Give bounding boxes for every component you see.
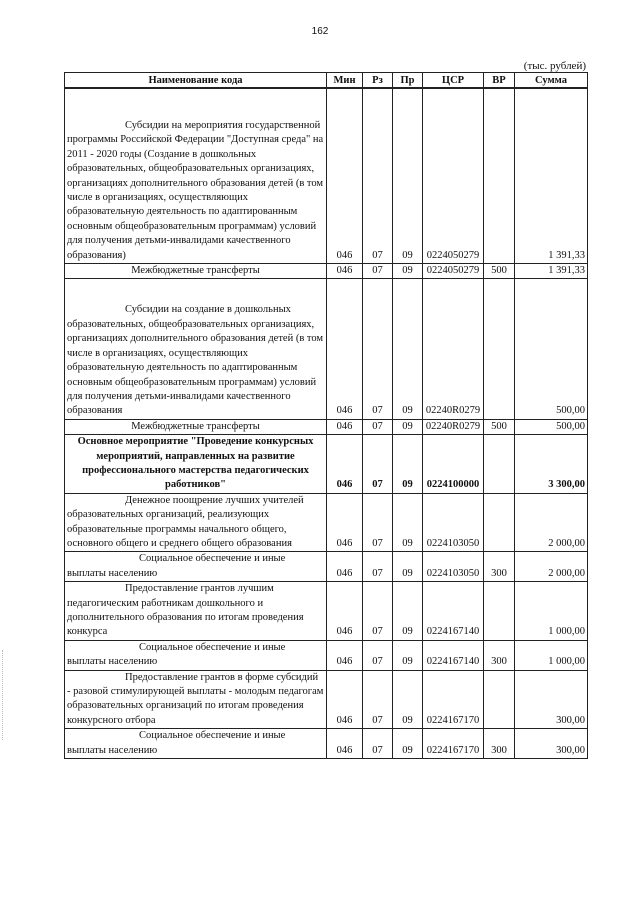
row-name: Предоставление грантов лучшим педагогическим работникам дошкольного и дополнительного образования по итогам проведения конкурса	[65, 582, 327, 641]
row-pr: 09	[393, 419, 423, 434]
row-vr	[484, 435, 515, 494]
table-row	[65, 279, 588, 419]
row-sum: 1 391,33	[515, 264, 588, 279]
row-rz: 07	[363, 435, 393, 494]
row-rz: 07	[363, 88, 393, 264]
row-name: Социальное обеспечение и иные выплаты населению	[65, 640, 327, 670]
row-sum: 300,00	[515, 670, 588, 729]
row-vr	[484, 582, 515, 641]
header-min: Мин	[327, 73, 363, 89]
table-header-row	[65, 73, 588, 89]
row-name: Субсидии на создание в дошкольных образовательных, общеобразовательных организациях, организациях дополнительного образования детей (в том числе в организациях, осуществляющих образовательную деятельность по адаптированным основным общеобразовательным программам) условий для получения детьми-инвалидами качественного образования	[65, 279, 327, 419]
row-sum: 1 000,00	[515, 640, 588, 670]
row-min: 046	[327, 279, 363, 419]
row-vr: 300	[484, 729, 515, 759]
table-row	[65, 640, 588, 670]
table-row	[65, 493, 588, 552]
row-pr: 09	[393, 552, 423, 582]
table-row	[65, 552, 588, 582]
row-pr: 09	[393, 670, 423, 729]
row-csr: 0224167170	[423, 729, 484, 759]
row-min: 046	[327, 88, 363, 264]
scan-artifact	[2, 650, 4, 740]
row-csr: 0224167140	[423, 640, 484, 670]
row-rz: 07	[363, 582, 393, 641]
table-row	[65, 264, 588, 279]
row-name: Денежное поощрение лучших учителей образовательных организаций, реализующих образовательные программы начального общего, основного общего и среднего общего образования	[65, 493, 327, 552]
row-sum: 300,00	[515, 729, 588, 759]
row-csr: 0224167140	[423, 582, 484, 641]
row-sum: 3 300,00	[515, 435, 588, 494]
table-row	[65, 435, 588, 494]
row-min: 046	[327, 493, 363, 552]
header-sum: Сумма	[515, 73, 588, 89]
row-min: 046	[327, 552, 363, 582]
row-vr	[484, 88, 515, 264]
row-min: 046	[327, 435, 363, 494]
header-pr: Пр	[393, 73, 423, 89]
budget-table	[64, 72, 588, 759]
row-sum: 500,00	[515, 419, 588, 434]
row-name: Социальное обеспечение и иные выплаты населению	[65, 729, 327, 759]
row-vr: 300	[484, 552, 515, 582]
row-csr: 0224100000	[423, 435, 484, 494]
row-min: 046	[327, 670, 363, 729]
row-rz: 07	[363, 419, 393, 434]
row-rz: 07	[363, 552, 393, 582]
row-name: Межбюджетные трансферты	[65, 419, 327, 434]
row-min: 046	[327, 729, 363, 759]
row-csr: 02240R0279	[423, 419, 484, 434]
row-pr: 09	[393, 729, 423, 759]
row-csr: 0224103050	[423, 552, 484, 582]
header-name: Наименование кода	[65, 73, 327, 89]
row-csr: 0224050279	[423, 264, 484, 279]
row-vr: 500	[484, 264, 515, 279]
header-rz: Рз	[363, 73, 393, 89]
row-min: 046	[327, 264, 363, 279]
row-vr: 500	[484, 419, 515, 434]
row-csr: 0224103050	[423, 493, 484, 552]
table-row	[65, 582, 588, 641]
row-sum: 1 391,33	[515, 88, 588, 264]
row-csr: 0224050279	[423, 88, 484, 264]
row-name: Предоставление грантов в форме субсидий - разовой стимулирующей выплаты - молодым педагогам образовательных организаций по итогам проведения конкурсного отбора	[65, 670, 327, 729]
row-vr	[484, 493, 515, 552]
row-min: 046	[327, 419, 363, 434]
row-pr: 09	[393, 493, 423, 552]
row-min: 046	[327, 582, 363, 641]
table-row	[65, 670, 588, 729]
row-rz: 07	[363, 279, 393, 419]
row-pr: 09	[393, 582, 423, 641]
row-pr: 09	[393, 264, 423, 279]
row-name: Субсидии на мероприятия государственной программы Российской Федерации "Доступная среда" на 2011 - 2020 годы (Создание в дошкольных образовательных, общеобразовательных организациях, организациях дополнительного образования детей (в том числе в организациях, осуществляющих образовательную деятельность по адаптированным основным общеобразовательным программам) условий для получения детьми-инвалидами качественного образования)	[65, 88, 327, 264]
header-vr: ВР	[484, 73, 515, 89]
row-name: Основное мероприятие "Проведение конкурсных мероприятий, направленных на развитие профессионального мастерства педагогических работников"	[65, 435, 327, 494]
page-number: 162	[311, 26, 329, 37]
row-rz: 07	[363, 640, 393, 670]
row-vr	[484, 670, 515, 729]
table-row	[65, 729, 588, 759]
table-row	[65, 88, 588, 264]
row-sum: 1 000,00	[515, 582, 588, 641]
row-sum: 500,00	[515, 279, 588, 419]
row-sum: 2 000,00	[515, 552, 588, 582]
row-pr: 09	[393, 640, 423, 670]
row-name: Межбюджетные трансферты	[65, 264, 327, 279]
row-min: 046	[327, 640, 363, 670]
row-vr	[484, 279, 515, 419]
row-pr: 09	[393, 279, 423, 419]
row-pr: 09	[393, 88, 423, 264]
row-vr: 300	[484, 640, 515, 670]
row-rz: 07	[363, 670, 393, 729]
row-csr: 0224167170	[423, 670, 484, 729]
row-rz: 07	[363, 729, 393, 759]
table-row	[65, 419, 588, 434]
unit-note: (тыс. рублей)	[523, 60, 586, 72]
header-csr: ЦСР	[423, 73, 484, 89]
row-rz: 07	[363, 264, 393, 279]
row-name: Социальное обеспечение и иные выплаты населению	[65, 552, 327, 582]
row-sum: 2 000,00	[515, 493, 588, 552]
row-csr: 02240R0279	[423, 279, 484, 419]
row-pr: 09	[393, 435, 423, 494]
row-rz: 07	[363, 493, 393, 552]
